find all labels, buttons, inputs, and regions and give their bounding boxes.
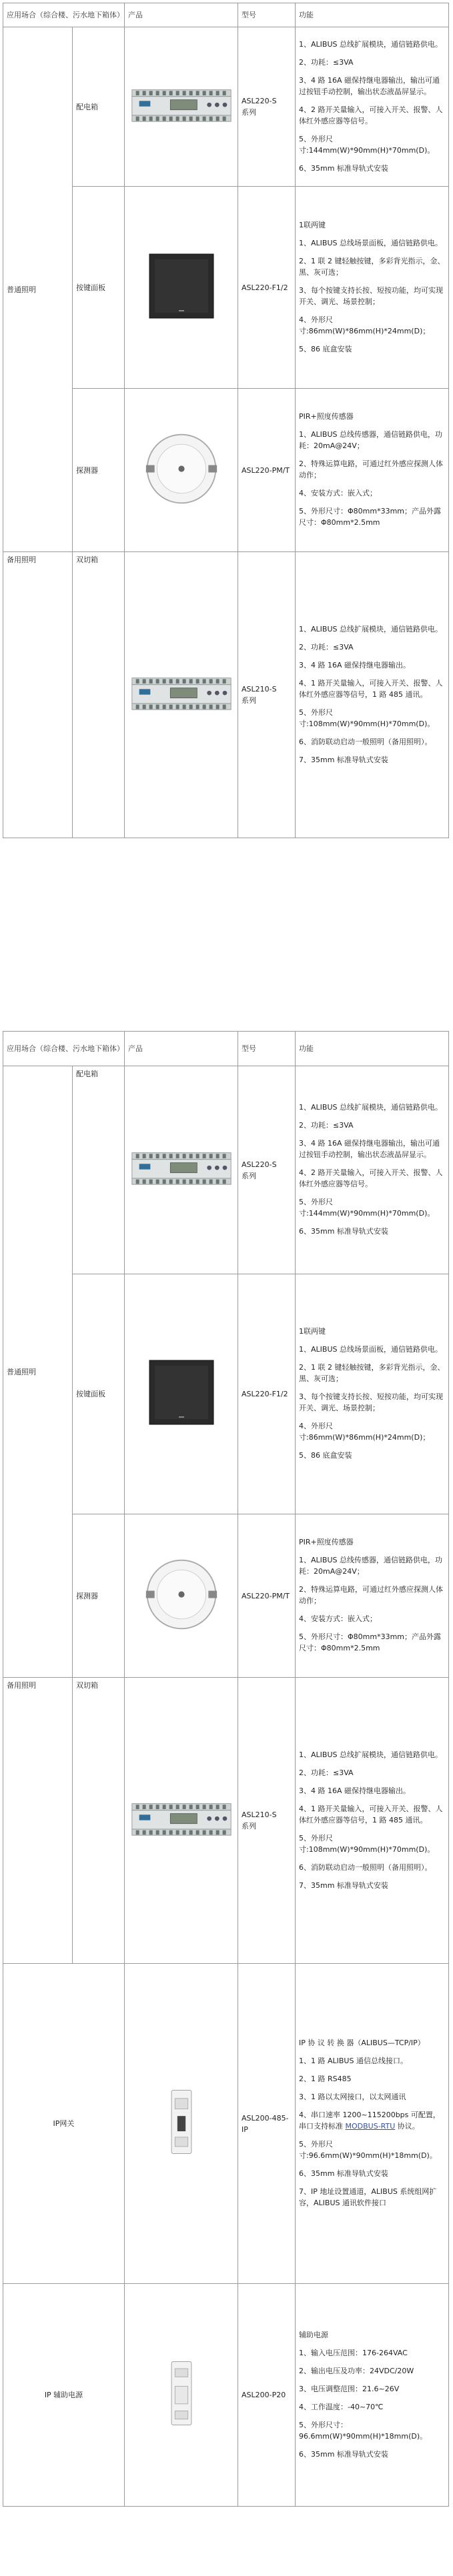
function-line: 1联两键 <box>299 220 326 229</box>
header-product: 产品 <box>125 3 238 27</box>
function-line: 2、功耗：≤3VA <box>299 1121 354 1130</box>
function-line: 4、外形尺寸:86mm(W)*86mm(H)*24mm(D)； <box>299 315 430 335</box>
header-place: 应用场合（综合楼、污水地下箱体） <box>3 3 125 27</box>
function-line: 4、2 路开关量输入，可接入开关、报警、人体红外感应器等信号。 <box>299 1168 443 1188</box>
model-name: ASL210-S <box>242 685 277 694</box>
function-cell <box>296 1678 449 1964</box>
function-cell <box>296 187 449 389</box>
table-header-row <box>3 1032 449 1066</box>
table-header-row <box>3 3 449 27</box>
modbus-link[interactable]: MODBUS-RTU <box>345 2122 396 2131</box>
function-line: 1、ALIBUS 总线传感器，通信链路供电，功耗：20mA@24V； <box>299 1556 442 1576</box>
function-line: 4、1 路开关量输入，可接入开关、报警、人体红外感应器等信号，1 路 485 通讯。 <box>299 1804 443 1824</box>
function-line: 1、ALIBUS 总线场景面板，通信链路供电。 <box>299 1345 442 1354</box>
model-cell: ASL220-F1/2 <box>238 1274 296 1514</box>
category-cell: IP 辅助电源 <box>3 2284 125 2507</box>
spec-table-1 <box>3 3 449 838</box>
distribution-box-image <box>131 87 232 124</box>
ip-gateway-image <box>167 2085 196 2159</box>
function-line: 5、外形尺寸：Φ80mm*33mm；产品外露尺寸：Φ80mm*2.5mm <box>299 507 442 527</box>
header-function: 功能 <box>296 3 449 27</box>
table-row <box>3 27 449 187</box>
function-line: 5、外形尺寸:96.6mm(W)*90mm(H)*18mm(D)。 <box>299 2140 437 2160</box>
model-cell: ASL220-PM/T <box>238 1514 296 1678</box>
detector-image <box>145 432 218 505</box>
function-line: 1、ALIBUS 总线扩展模块，通信链路供电。 <box>299 39 442 49</box>
product-name: 配电箱 <box>73 27 125 187</box>
model-name: ASL220-S <box>242 1160 277 1169</box>
function-line: 3、1 路以太网接口，以太网通讯 <box>299 2093 406 2101</box>
model-cell: ASL200-485-IP <box>238 1964 296 2284</box>
dual-switch-box-image <box>131 675 232 712</box>
function-line: 6、消防联动启动一般照明（备用照明）。 <box>299 1862 432 1872</box>
category-cell: IP网关 <box>3 1964 125 2284</box>
category-cell: 备用照明 <box>3 1678 73 1964</box>
function-cell <box>296 389 449 552</box>
function-line: 1、输入电压范围：176-264VAC <box>299 2348 408 2357</box>
function-line: PIR+照度传感器 <box>299 412 354 421</box>
function-cell <box>296 27 449 187</box>
function-line: 3、电压调整范围：21.6~26V <box>299 2384 400 2393</box>
table-row <box>3 2284 449 2507</box>
model-cell <box>238 1678 296 1964</box>
product-image-cell <box>125 1274 238 1514</box>
function-line: 3、每个按键支持长按、短按功能，均可实现开关、调光、场景控制； <box>299 1392 443 1412</box>
function-line: PIR+照度传感器 <box>299 1538 354 1546</box>
model-series: 系列 <box>242 108 256 117</box>
function-cell <box>296 2284 449 2507</box>
header-model: 型号 <box>238 3 296 27</box>
model-cell <box>238 552 296 838</box>
function-line: 2、特殊运算电路，可通过红外感应探测人体动作； <box>299 1585 443 1605</box>
function-cell <box>296 1964 449 2284</box>
product-image-cell <box>125 27 238 187</box>
function-line: 1联两键 <box>299 1327 326 1336</box>
function-cell <box>296 1066 449 1274</box>
function-line: 1、ALIBUS 总线场景面板，通信链路供电。 <box>299 238 442 247</box>
function-cell <box>296 1274 449 1514</box>
spec-table-2 <box>3 1031 449 2507</box>
button-panel-image <box>148 253 215 319</box>
product-name: 配电箱 <box>73 1066 125 1274</box>
function-line: 5、外形尺寸：96.6mm(W)*90mm(H)*18mm(D)。 <box>299 2420 428 2441</box>
model-series: 系列 <box>242 1171 256 1180</box>
serial-text-end: 协议。 <box>395 2122 420 2131</box>
function-line: 4、安装方式：嵌入式； <box>299 489 377 497</box>
function-line: 5、外形尺寸:108mm(W)*90mm(H)*70mm(D)。 <box>299 1833 435 1854</box>
function-line: 5、外形尺寸:108mm(W)*90mm(H)*70mm(D)。 <box>299 708 435 728</box>
product-name: 双切箱 <box>73 552 125 838</box>
header-product: 产品 <box>125 1032 238 1066</box>
category-cell: 备用照明 <box>3 552 73 838</box>
function-line: 3、4 路 16A 磁保持继电器输出，输出可通过按钮手动控制，输出状态液晶屏显示。 <box>299 1139 440 1159</box>
function-line: 1、ALIBUS 总线扩展模块，通信链路供电。 <box>299 1750 442 1759</box>
function-line: 7、IP 地址设置通道，ALIBUS 系统组网扩容，ALIBUS 通讯软件接口 <box>299 2187 437 2207</box>
function-cell <box>296 1514 449 1678</box>
function-line: 6、消防联动启动一般照明（备用照明）。 <box>299 737 432 746</box>
function-line: 6、35mm 标准导轨式安装 <box>299 1227 388 1236</box>
table-row <box>3 552 449 838</box>
distribution-box-image <box>131 1150 232 1187</box>
function-line: 2、1 联 2 键轻触按键，多彩背光指示，金、黑、灰可选； <box>299 1363 445 1383</box>
function-line: 3、4 路 16A 磁保持继电器输出。 <box>299 1786 411 1795</box>
header-model: 型号 <box>238 1032 296 1066</box>
function-line: 4、安装方式：嵌入式； <box>299 1614 377 1623</box>
table-row <box>3 1066 449 1274</box>
product-image-cell <box>125 1964 238 2284</box>
function-line: 2、1 路 RS485 <box>299 2075 352 2083</box>
product-name: 探测器 <box>73 1514 125 1678</box>
product-image-cell <box>125 187 238 389</box>
product-image-cell <box>125 2284 238 2507</box>
product-image-cell <box>125 1066 238 1274</box>
header-place: 应用场合（综合楼、污水地下箱体） <box>3 1032 125 1066</box>
function-line: 1、1 路 ALIBUS 通信总线接口。 <box>299 2057 408 2065</box>
product-name: 探测器 <box>73 389 125 552</box>
function-line: 2、功耗：≤3VA <box>299 642 354 652</box>
model-series: 系列 <box>242 1822 256 1830</box>
detector-image <box>145 1558 218 1631</box>
function-line: 5、外形尺寸:144mm(W)*90mm(H)*70mm(D)。 <box>299 1198 435 1218</box>
function-line: 2、特殊运算电路，可通过红外感应探测人体动作； <box>299 459 443 479</box>
model-cell <box>238 1066 296 1274</box>
table-row <box>3 1964 449 2284</box>
function-line: 4、外形尺寸:86mm(W)*86mm(H)*24mm(D)； <box>299 1422 430 1442</box>
model-series: 系列 <box>242 696 256 705</box>
model-name: ASL210-S <box>242 1810 277 1819</box>
dual-switch-box-image <box>131 1800 232 1838</box>
function-line: 5、外形尺寸：Φ80mm*33mm；产品外露尺寸：Φ80mm*2.5mm <box>299 1632 442 1652</box>
function-line: 2、输出电压及功率：24VDC/20W <box>299 2366 414 2375</box>
product-image-cell <box>125 1514 238 1678</box>
product-name: 双切箱 <box>73 1678 125 1964</box>
function-line: 2、功耗：≤3VA <box>299 57 354 67</box>
button-panel-image <box>148 1359 215 1426</box>
function-line: 5、86 底盒安装 <box>299 1451 352 1460</box>
header-function: 功能 <box>296 1032 449 1066</box>
function-line: 4、2 路开关量输入，可接入开关、报警、人体红外感应器等信号。 <box>299 105 443 125</box>
function-line: 6、35mm 标准导轨式安装 <box>299 2169 388 2178</box>
product-image-cell <box>125 389 238 552</box>
function-line: 4、工作温度：-40~70℃ <box>299 2402 384 2411</box>
function-line: 7、35mm 标准导轨式安装 <box>299 1880 388 1890</box>
function-line: 5、外形尺寸:144mm(W)*90mm(H)*70mm(D)。 <box>299 134 435 155</box>
function-line: 4、1 路开关量输入，可接入开关、报警、人体红外感应器等信号，1 路 485 通讯。 <box>299 678 443 699</box>
product-image-cell <box>125 1678 238 1964</box>
function-line: 3、4 路 16A 磁保持继电器输出，输出可通过按钮手动控制，输出状态液晶屏显示。 <box>299 75 440 96</box>
function-line: 辅助电源 <box>299 2330 328 2339</box>
category-cell: 普通照明 <box>3 27 73 552</box>
table-row <box>3 1678 449 1964</box>
function-line: 6、35mm 标准导轨式安装 <box>299 2449 388 2459</box>
function-line: 1、ALIBUS 总线扩展模块，通信链路供电。 <box>299 1103 442 1112</box>
power-supply-image <box>167 2357 196 2430</box>
function-line: 5、86 底盒安装 <box>299 344 352 353</box>
model-name: ASL220-S <box>242 97 277 105</box>
function-line: 7、35mm 标准导轨式安装 <box>299 755 388 764</box>
model-cell <box>238 27 296 187</box>
function-line: IP 协 议 转 换 器（ALIBUS—TCP/IP） <box>299 2039 425 2047</box>
function-line: 2、1 联 2 键轻触按键，多彩背光指示，金、黑、灰可选； <box>299 256 445 277</box>
model-cell: ASL200-P20 <box>238 2284 296 2507</box>
function-line: 1、ALIBUS 总线扩展模块，通信链路供电。 <box>299 624 442 633</box>
model-cell: ASL220-F1/2 <box>238 187 296 389</box>
product-name: 按键面板 <box>73 187 125 389</box>
category-cell: 普通照明 <box>3 1066 73 1678</box>
function-cell <box>296 552 449 838</box>
function-line: 1、ALIBUS 总线传感器，通信链路供电，功耗：20mA@24V； <box>299 430 442 450</box>
function-line: 3、4 路 16A 磁保持继电器输出。 <box>299 660 411 670</box>
serial-text: 4、串口速率 1200~115200bps 可配置，串口支持标准 <box>299 2111 440 2131</box>
product-image-cell <box>125 552 238 838</box>
function-line <box>299 2109 445 2132</box>
function-line: 2、功耗：≤3VA <box>299 1768 354 1777</box>
product-name: 按键面板 <box>73 1274 125 1514</box>
model-cell: ASL220-PM/T <box>238 389 296 552</box>
function-line: 3、每个按键支持长按、短按功能，均可实现开关、调光、场景控制； <box>299 285 443 306</box>
function-line: 6、35mm 标准导轨式安装 <box>299 163 388 173</box>
